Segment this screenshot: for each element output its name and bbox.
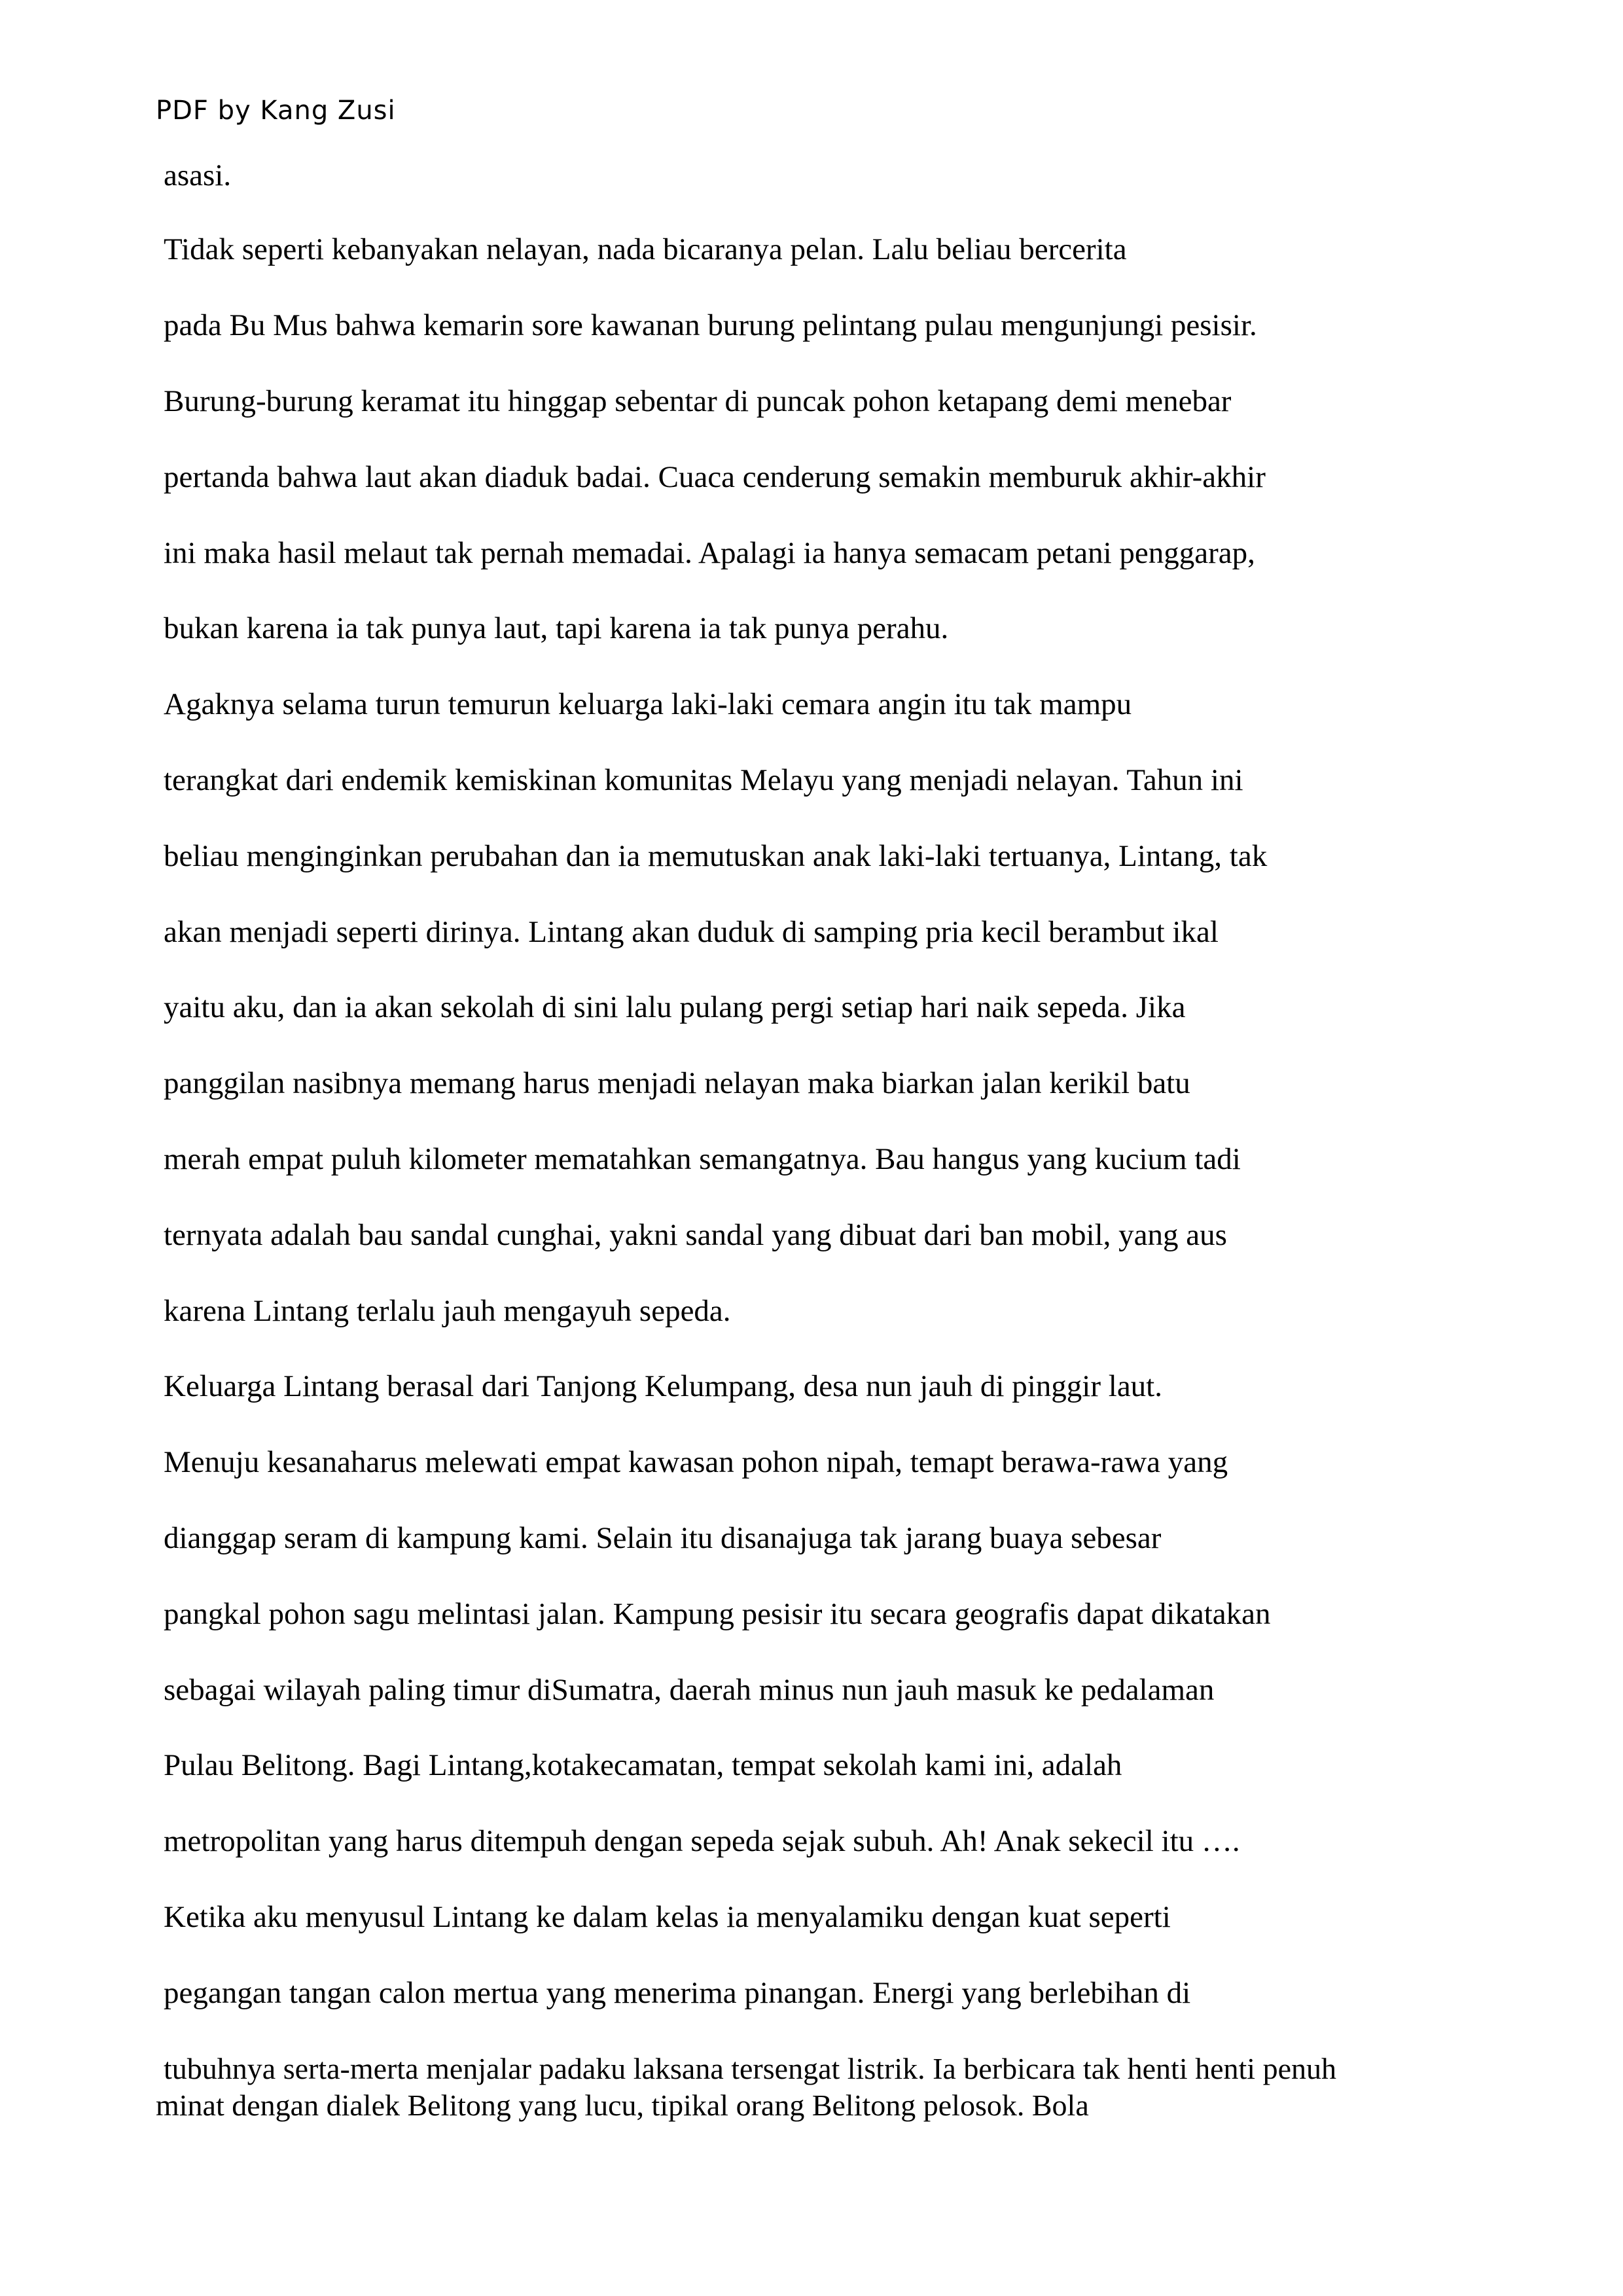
- text-line: beliau menginginkan perubahan dan ia memutuskan anak laki-laki tertuanya, Lintang, tak: [164, 839, 1268, 873]
- text-line: ini maka hasil melaut tak pernah memadai. Apalagi ia hanya semacam petani penggarap,: [164, 536, 1255, 570]
- text-line: Burung-burung keramat itu hinggap sebentar di puncak pohon ketapang demi menebar: [164, 384, 1232, 418]
- text-line: akan menjadi seperti dirinya. Lintang akan duduk di samping pria kecil berambut ikal: [164, 915, 1219, 949]
- text-line: karena Lintang terlalu jauh mengayuh sepeda.: [164, 1294, 731, 1328]
- text-line: sebagai wilayah paling timur diSumatra, daerah minus nun jauh masuk ke pedalaman: [164, 1673, 1215, 1707]
- text-line: minat dengan dialek Belitong yang lucu, tipikal orang Belitong pelosok. Bola: [156, 2089, 1089, 2122]
- text-line: yaitu aku, dan ia akan sekolah di sini lalu pulang pergi setiap hari naik sepeda. Jika: [164, 990, 1186, 1024]
- text-line: asasi.: [164, 158, 232, 192]
- text-line: Agaknya selama turun temurun keluarga laki-laki cemara angin itu tak mampu: [164, 687, 1132, 721]
- text-line: merah empat puluh kilometer mematahkan semangatnya. Bau hangus yang kucium tadi: [164, 1142, 1241, 1176]
- text-line: bukan karena ia tak punya laut, tapi karena ia tak punya perahu.: [164, 611, 949, 645]
- text-line: pertanda bahwa laut akan diaduk badai. Cuaca cenderung semakin memburuk akhir-akhir: [164, 460, 1266, 494]
- text-line: tubuhnya serta-merta menjalar padaku laksana tersengat listrik. Ia berbicara tak henti henti penuh: [164, 2052, 1337, 2085]
- text-line: Tidak seperti kebanyakan nelayan, nada bicaranya pelan. Lalu beliau bercerita: [164, 232, 1127, 266]
- text-line: Ketika aku menyusul Lintang ke dalam kelas ia menyalamiku dengan kuat seperti: [164, 1900, 1171, 1934]
- text-line: Keluarga Lintang berasal dari Tanjong Kelumpang, desa nun jauh di pinggir laut.: [164, 1369, 1162, 1403]
- text-line: terangkat dari endemik kemiskinan komunitas Melayu yang menjadi nelayan. Tahun ini: [164, 763, 1243, 797]
- text-line: pegangan tangan calon mertua yang menerima pinangan. Energi yang berlebihan di: [164, 1976, 1191, 2010]
- text-line: ternyata adalah bau sandal cunghai, yakni sandal yang dibuat dari ban mobil, yang aus: [164, 1218, 1227, 1252]
- text-line: pangkal pohon sagu melintasi jalan. Kampung pesisir itu secara geografis dapat dikatakan: [164, 1597, 1271, 1631]
- text-line: Menuju kesanaharus melewati empat kawasan pohon nipah, temapt berawa-rawa yang: [164, 1445, 1228, 1479]
- text-line: pada Bu Mus bahwa kemarin sore kawanan burung pelintang pulau mengunjungi pesisir.: [164, 308, 1257, 342]
- text-line: dianggap seram di kampung kami. Selain itu disanajuga tak jarang buaya sebesar: [164, 1521, 1162, 1555]
- pdf-header: PDF by Kang Zusi: [156, 96, 396, 126]
- text-line: metropolitan yang harus ditempuh dengan sepeda sejak subuh. Ah! Anak sekecil itu ….: [164, 1824, 1240, 1858]
- text-line: panggilan nasibnya memang harus menjadi nelayan maka biarkan jalan kerikil batu: [164, 1066, 1190, 1100]
- text-line: Pulau Belitong. Bagi Lintang,kotakecamatan, tempat sekolah kami ini, adalah: [164, 1748, 1122, 1782]
